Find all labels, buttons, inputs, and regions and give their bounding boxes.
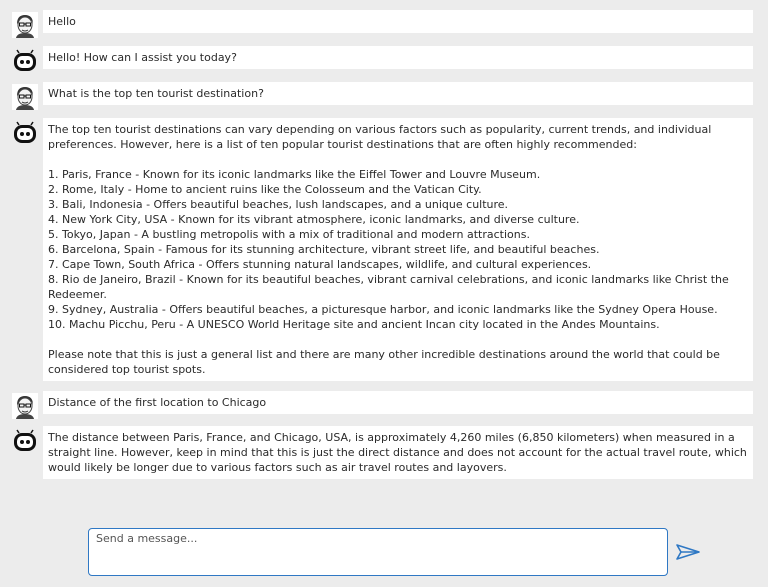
message-text: Distance of the first location to Chicago <box>43 391 753 414</box>
user-face-icon <box>12 12 38 38</box>
user-message <box>12 391 753 419</box>
message-text: Hello! How can I assist you today? <box>43 46 753 69</box>
assistant-message <box>12 118 753 381</box>
user-message <box>12 82 753 110</box>
send-arrow-icon[interactable] <box>674 542 702 562</box>
user-message <box>12 10 753 38</box>
assistant-message <box>12 46 753 74</box>
robot-face-icon <box>12 428 38 454</box>
user-face-icon <box>12 84 38 110</box>
robot-face-icon <box>12 48 38 74</box>
robot-face-icon <box>12 120 38 146</box>
send-button[interactable] <box>674 542 702 562</box>
message-text: What is the top ten tourist destination? <box>43 82 753 105</box>
message-text: The distance between Paris, France, and Chicago, USA, is approximately 4,260 miles (6,850 kilometers) when measured in a straight line. However, keep in mind that this is just the direct distance and does not account for the actual travel route, which would likely be longer due to various factors such as air travel routes and layovers. <box>43 426 753 479</box>
user-face-icon <box>12 393 38 419</box>
message-text: The top ten tourist destinations can vary depending on various factors such as popularity, current trends, and individual preferences. However, here is a list of ten popular tourist destinations that are often highly recommended: 1. Paris, France - Known for its iconic landmarks like the Eiffel Tower and Louvre Museum. 2. Rome, Italy - Home to ancient ruins like the Colosseum and the Vatican City. 3. Bali, Indonesia - Offers beautiful beaches, lush landscapes, and a unique culture. 4. New York City, USA - Known for its vibrant atmosphere, iconic landmarks, and diverse culture. 5. Tokyo, Japan - A bustling metropolis with a mix of traditional and modern attractions. 6. Barcelona, Spain - Famous for its stunning architecture, vibrant street life, and beautiful beaches. 7. Cape Town, South Africa - Offers stunning natural landscapes, wildlife, and cultural experiences. 8. Rio de Janeiro, Brazil - Known for its beautiful beaches, vibrant carnival celebrations, and iconic landmarks like Christ the Redeemer. 9. Sydney, Australia - Offers beautiful beaches, a picturesque harbor, and iconic landmarks like the Sydney Opera House. 10. Machu Picchu, Peru - A UNESCO World Heritage site and ancient Incan city located in the Andes Mountains. Please note that this is just a general list and there are many other incredible destinations around the world that could be considered top tourist spots. <box>43 118 753 381</box>
message-input[interactable] <box>89 529 667 575</box>
message-input-box[interactable] <box>88 528 668 576</box>
message-text: Hello <box>43 10 753 33</box>
assistant-message <box>12 426 753 479</box>
